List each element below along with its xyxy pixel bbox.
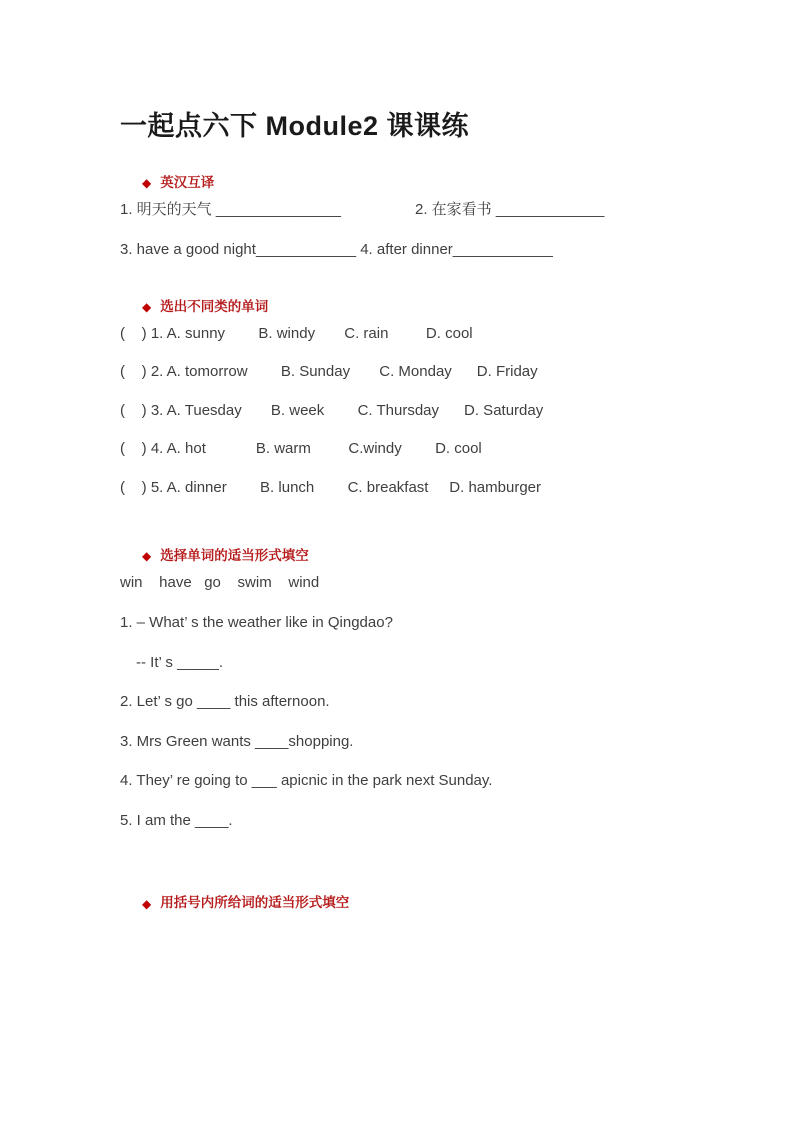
diamond-bullet-icon: ◆	[142, 896, 152, 911]
fill-question-2[interactable]: 2. Let’ s go ____ this afternoon.	[120, 693, 330, 711]
fill-question-3[interactable]: 3. Mrs Green wants ____shopping.	[120, 732, 354, 750]
section-heading-word-form	[142, 547, 680, 566]
section-spacer	[120, 854, 680, 894]
page-title: 一起点六下 Module2 课课练	[120, 111, 470, 141]
mc-question-4[interactable]: ( ) 4. A. hot B. warm C.windy D. cool	[120, 440, 482, 458]
translation-row-2[interactable]: 3. have a good night____________ 4. after dinner____________	[120, 241, 553, 259]
section-heading-odd-one-out	[142, 298, 680, 317]
section-heading-translation	[142, 174, 680, 193]
translation-row-1	[120, 199, 680, 222]
fill-question-1-answer[interactable]: -- It’ s _____.	[136, 653, 223, 671]
section-odd-one-out	[120, 298, 680, 499]
mc-question-2[interactable]: ( ) 2. A. tomorrow B. Sunday C. Monday D. Friday	[120, 363, 538, 381]
diamond-bullet-icon: ◆	[142, 176, 152, 191]
section-heading-bracket-form	[142, 894, 680, 913]
section-bracket-form	[120, 894, 680, 913]
document-body	[120, 110, 680, 935]
section-heading-label: 选择单词的适当形式填空	[160, 548, 309, 564]
fill-question-4[interactable]: 4. They’ re going to ___ apicnic in the park next Sunday.	[120, 772, 493, 790]
translation-item-2[interactable]: 2. 在家看书 _____________	[415, 200, 605, 218]
section-spacer	[120, 284, 680, 298]
section-spacer	[120, 521, 680, 547]
diamond-bullet-icon: ◆	[142, 300, 152, 315]
section-heading-label: 用括号内所给词的适当形式填空	[160, 895, 350, 911]
mc-question-1[interactable]: ( ) 1. A. sunny B. windy C. rain D. cool	[120, 324, 473, 342]
diamond-bullet-icon: ◆	[142, 549, 152, 564]
mc-question-5[interactable]: ( ) 5. A. dinner B. lunch C. breakfast D. hamburger	[120, 478, 542, 496]
section-translation	[120, 174, 680, 262]
word-bank: win have go swim wind	[120, 573, 320, 591]
mc-question-3[interactable]: ( ) 3. A. Tuesday B. week C. Thursday D. Saturday	[120, 401, 544, 419]
fill-question-5[interactable]: 5. I am the ____.	[120, 811, 233, 829]
section-heading-label: 英汉互译	[160, 174, 215, 190]
section-heading-label: 选出不同类的单词	[160, 298, 269, 314]
fill-question-1[interactable]: 1. – What’ s the weather like in Qingdao?	[120, 614, 393, 632]
section-word-form	[120, 547, 680, 832]
translation-item-1[interactable]: 1. 明天的天气 _______________	[120, 200, 341, 218]
